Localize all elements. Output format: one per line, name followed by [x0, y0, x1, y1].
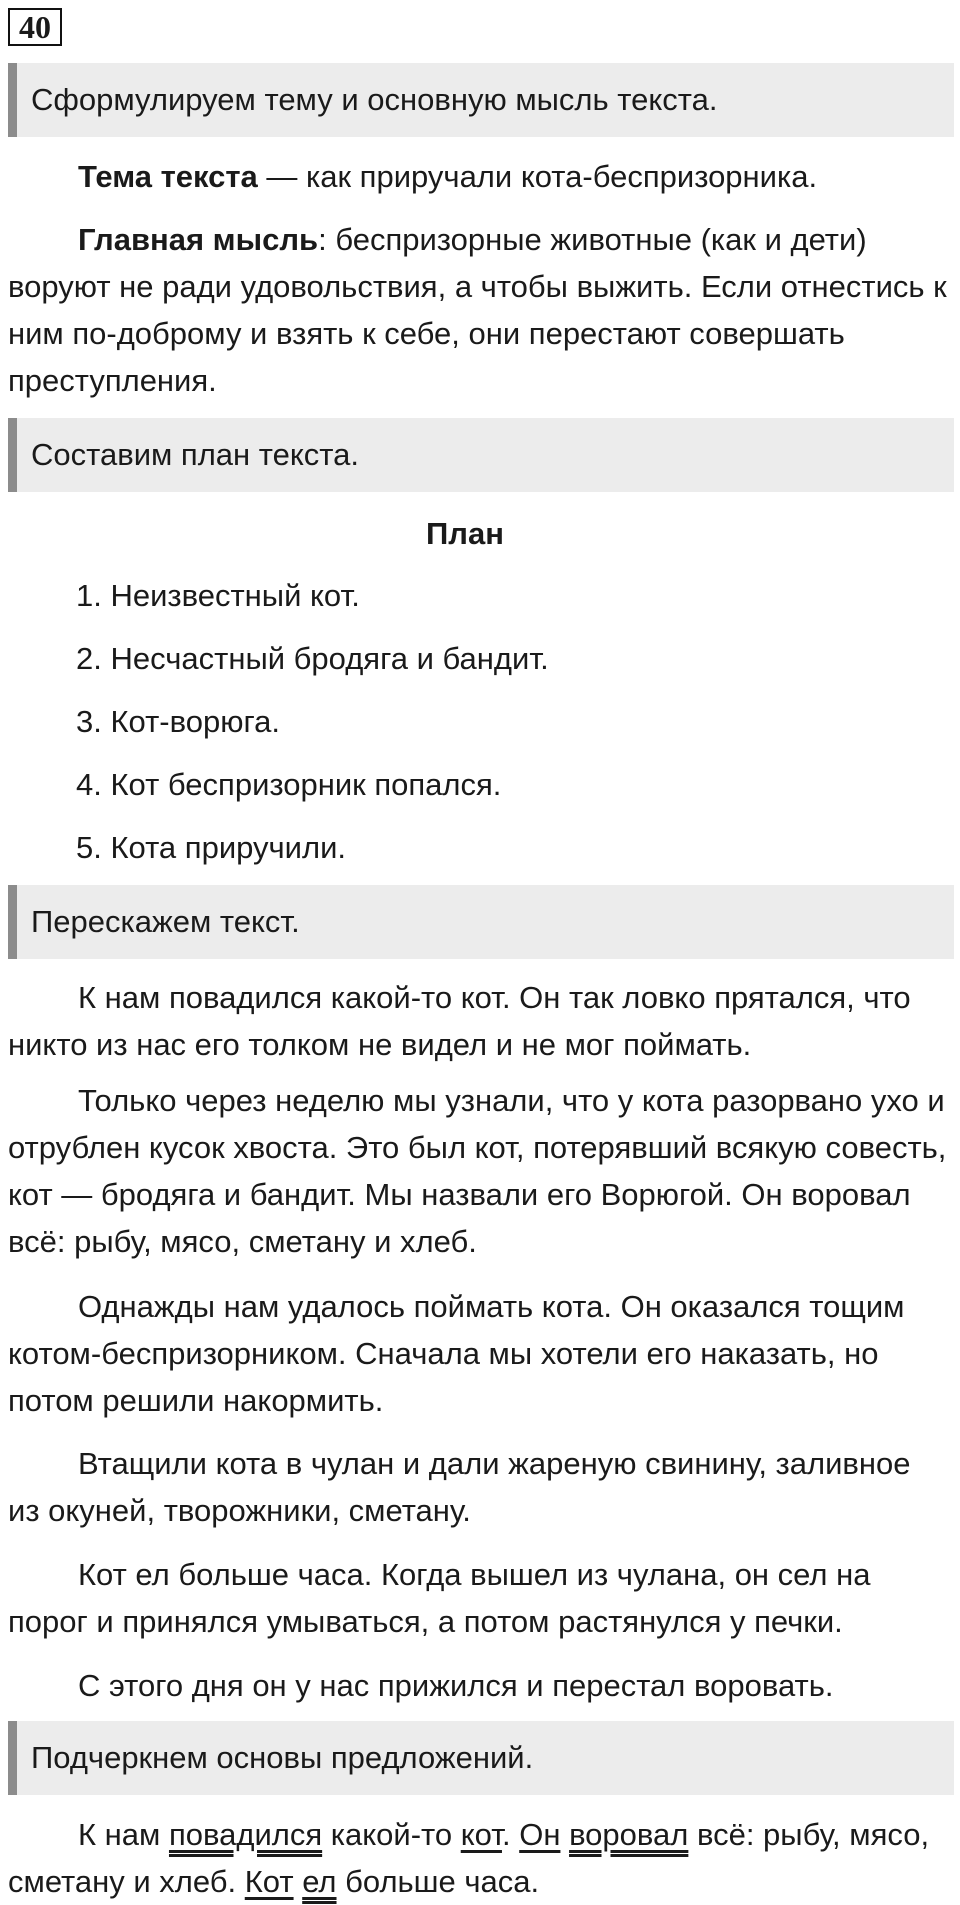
theme-label: Тема текста [78, 159, 258, 194]
predicate-underline: ел [302, 1864, 337, 1899]
retelling-paragraph: С этого дня он у нас прижился и перестал воровать. [78, 1668, 834, 1703]
plan-item: 2. Несчастный бродяга и бандит. [76, 641, 549, 676]
subject-underline: Кот [244, 1864, 294, 1899]
retelling-paragraph: Кот ел больше часа. Когда вышел из чулана, он сел на порог и принялся умываться, а потом растянулся у печки. [8, 1557, 871, 1639]
retelling-paragraph: К нам повадился какой-то кот. Он так ловко прятался, что никто из нас его толком не видел и не мог поймать. [8, 980, 911, 1062]
plan-title: План [426, 516, 504, 551]
example-text: больше часа. [336, 1864, 540, 1899]
example-text: какой-то [322, 1817, 461, 1852]
section-header-grammar: Подчеркнем основы предложений. [8, 1721, 954, 1795]
example-text: . [501, 1817, 520, 1852]
plan-item: 5. Кота приручили. [76, 830, 347, 865]
example-text [560, 1817, 569, 1852]
example-text [294, 1864, 303, 1899]
theme-text: — как приручали кота-беспризорника. [257, 159, 818, 194]
example-text: всё: рыбу, мясо, сметану и хлеб. [8, 1817, 930, 1899]
theme-paragraph [8, 153, 948, 200]
section-header-plan: Составим план текста. [8, 418, 954, 492]
main-idea-paragraph [8, 216, 948, 404]
predicate-underline: повадился [168, 1817, 323, 1852]
retelling-paragraph: Однажды нам удалось поймать кота. Он оказался тощим котом-беспризорником. Сначала мы хотели его наказать, но потом решили накормить. [8, 1289, 905, 1418]
plan-item: 3. Кот-ворюга. [76, 704, 280, 739]
main-idea-label: Главная мысль [78, 222, 319, 257]
subject-underline: кот [460, 1817, 502, 1852]
grammar-example-paragraph [8, 1811, 948, 1905]
retelling-paragraph: Втащили кота в чулан и дали жареную свинину, заливное из окуней, творожники, сметану. [8, 1446, 911, 1528]
task-number: 40 [8, 8, 62, 46]
section-header-retell: Перескажем текст. [8, 885, 954, 959]
section-header-theme: Сформулируем тему и основную мысль текста. [8, 63, 954, 137]
plan-item: 1. Неизвестный кот. [76, 578, 360, 613]
retelling-paragraph: Только через неделю мы узнали, что у кота разорвано ухо и отрублен кусок хвоста. Это был кот, потерявший всякую совесть, кот — бродяга и бандит. Мы назвали его Ворюгой. Он воровал всё: рыбу, мясо, сметану и хлеб. [8, 1083, 947, 1259]
main-idea-text: : беспризорные животные (как и дети) воруют не ради удовольствия, а чтобы выжить. Если отнестись к ним по-доброму и взять к себе, они перестают совершать преступления. [8, 222, 947, 398]
predicate-underline: воровал [569, 1817, 689, 1852]
plan-item: 4. Кот беспризорник попался. [76, 767, 502, 802]
example-text: К нам [78, 1817, 169, 1852]
subject-underline: Он [519, 1817, 561, 1852]
